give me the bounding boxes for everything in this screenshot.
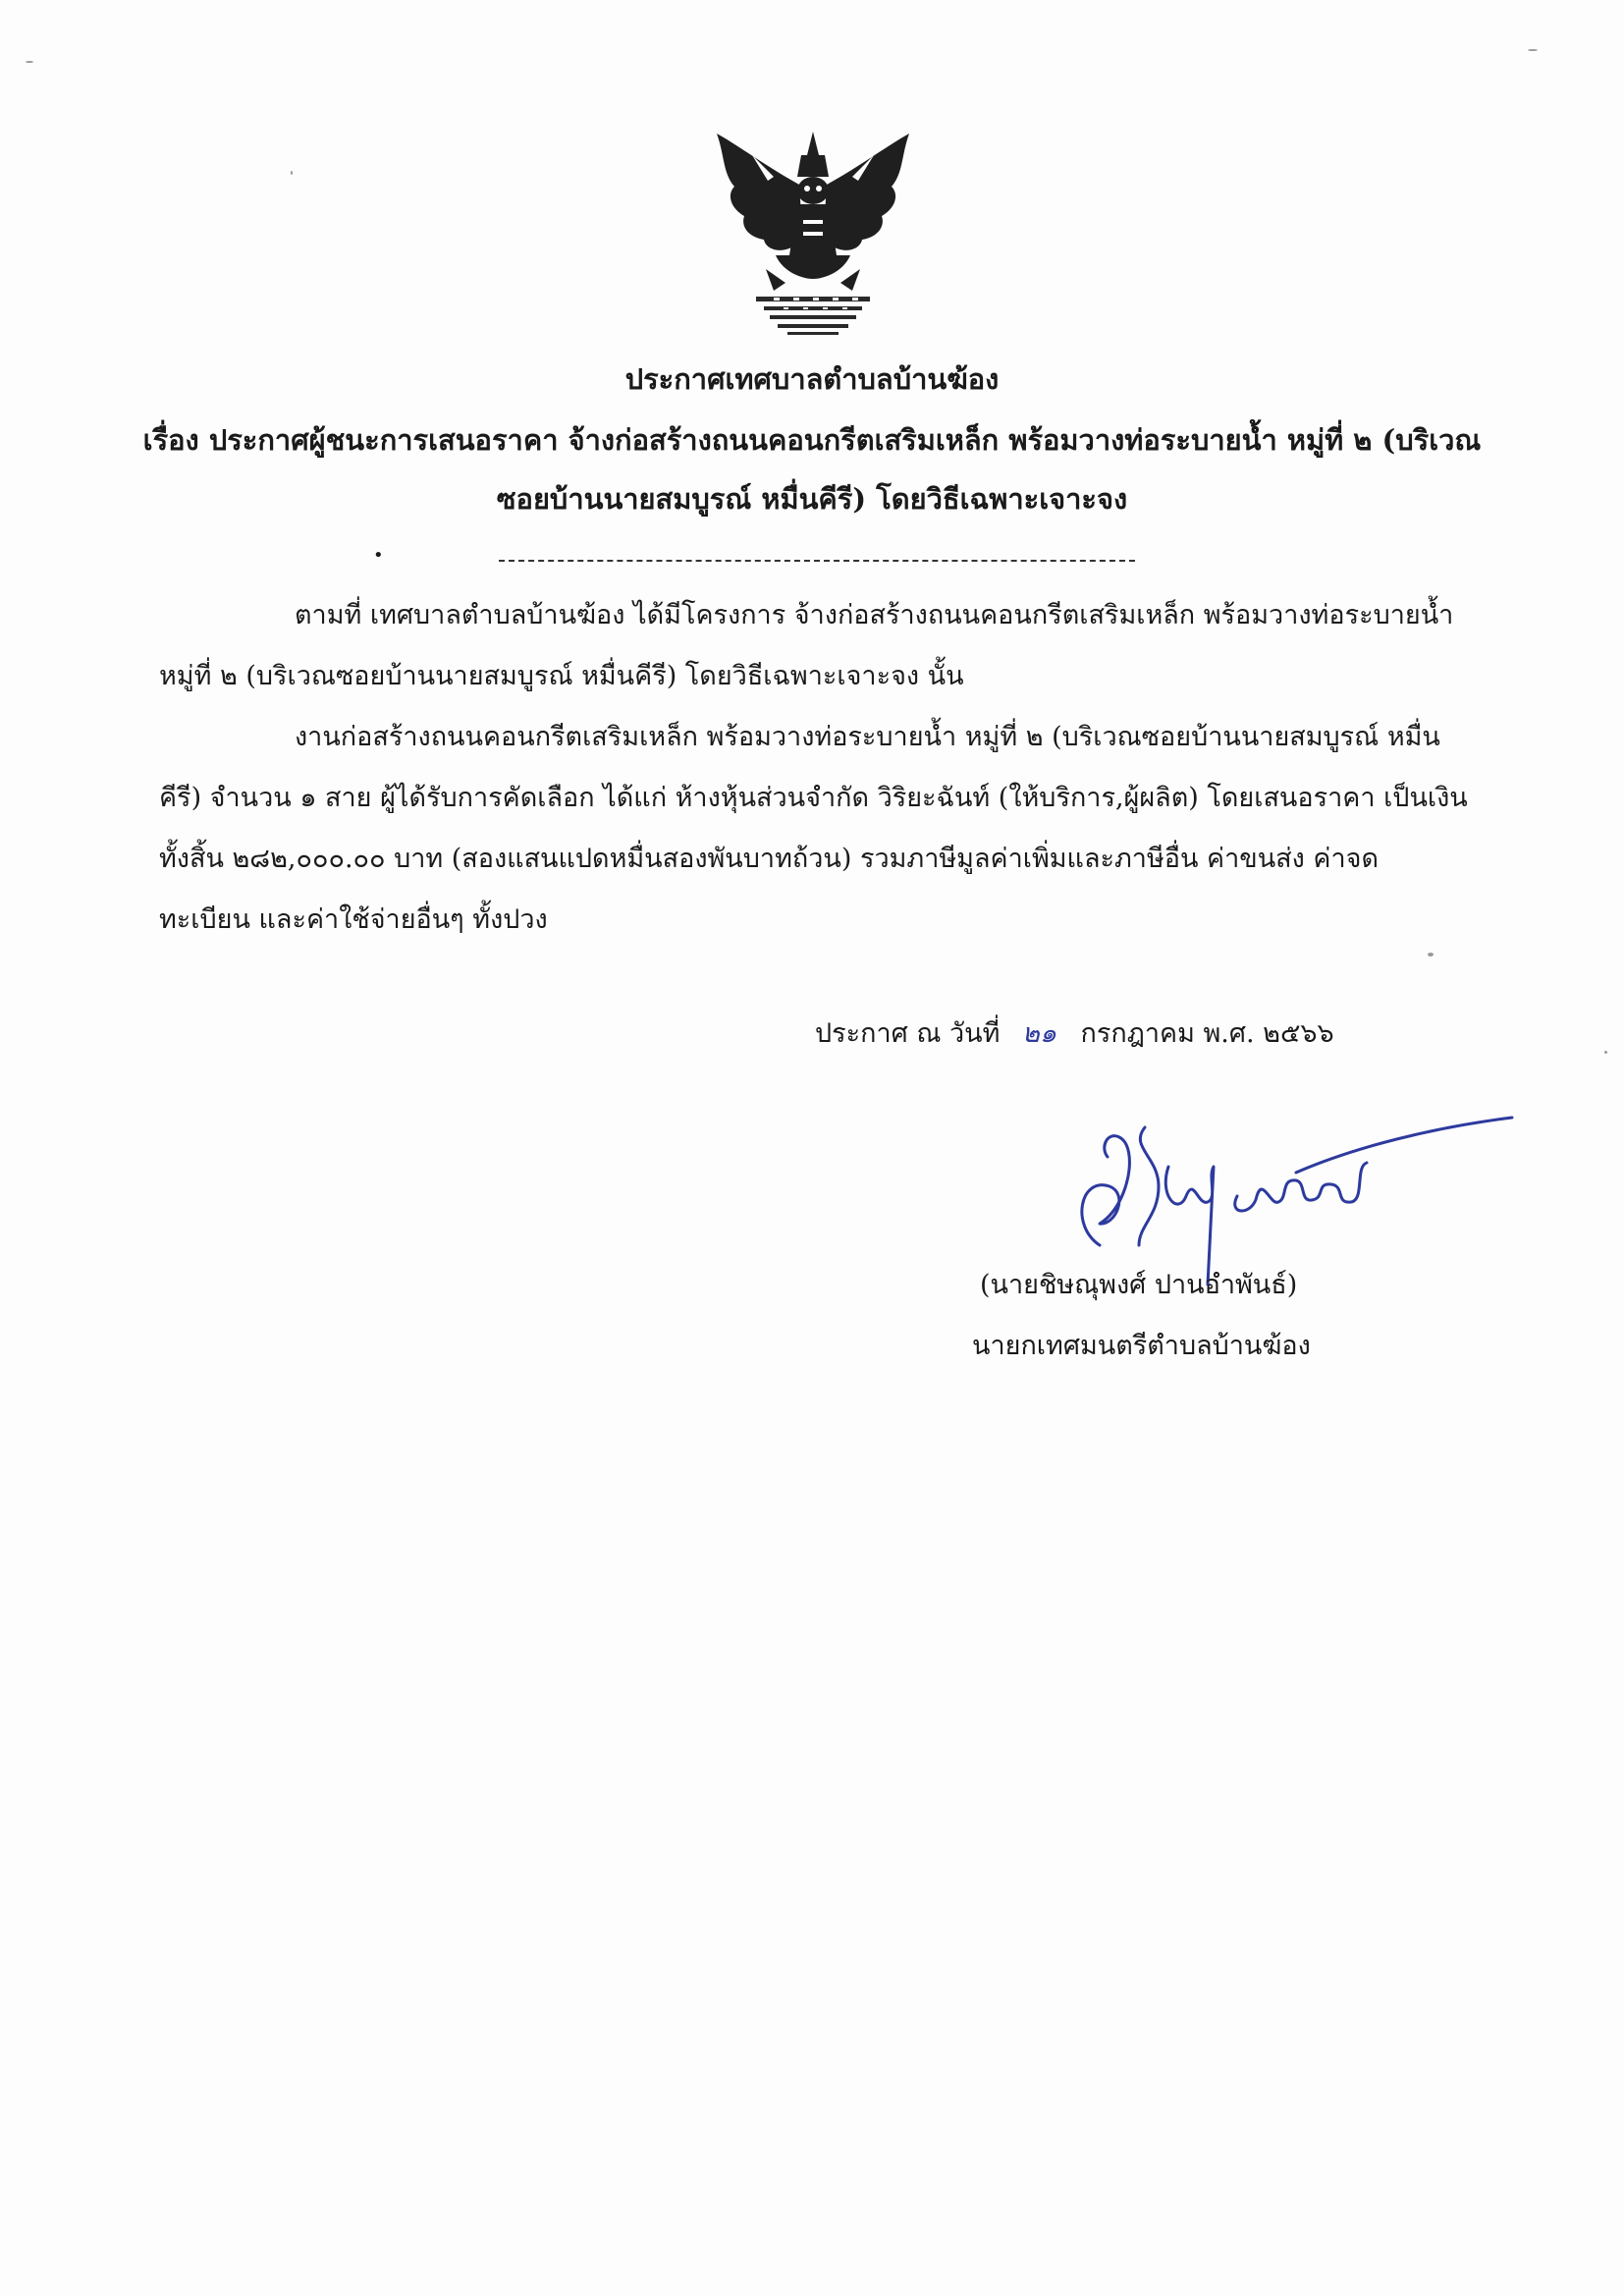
bullet-mark: • (373, 545, 384, 566)
scan-speck (1604, 1051, 1607, 1054)
paragraph-1-line-1: ตามที่ เทศบาลตำบลบ้านฆ้อง ได้มีโครงการ จ้างก่อสร้างถนนคอนกรีตเสริมเหล็ก พร้อมวางท่อระบายน้ำ (295, 600, 1454, 630)
paragraph-2-line-3: ทั้งสิ้น ๒๘๒,๐๐๐.๐๐ บาท (สองแสนแปดหมื่นสองพันบาทถ้วน) รวมภาษีมูลค่าเพิ่มและภาษีอื่น ค่าขนส่ง ค่าจด (159, 844, 1379, 874)
scan-speck (291, 171, 293, 175)
signatory-name: (นายชิษณุพงศ์ ปานอำพันธ์) (980, 1270, 1298, 1300)
scan-speck (1528, 49, 1538, 51)
subject-line-1: เรื่อง ประกาศผู้ชนะการเสนอราคา จ้างก่อสร้างถนนคอนกรีตเสริมเหล็ก พร้อมวางท่อระบายน้ำ หมู่ที่ ๒ (บริเวณ (142, 423, 1482, 457)
announce-day: ๒๑ (1022, 1018, 1056, 1049)
paragraph-2-line-2: คีรี) จำนวน ๑ สาย ผู้ได้รับการคัดเลือก ได้แก่ ห้างหุ้นส่วนจำกัด วิริยะฉันท์ (ให้บริการ,ผู้ผลิต) โดยเสนอราคา เป็นเงิน (159, 783, 1468, 813)
announce-prefix: ประกาศ ณ วันที่ (815, 1018, 1001, 1049)
garuda-emblem-icon (705, 126, 921, 340)
paragraph-1-line-2: หมู่ที่ ๒ (บริเวณซอยบ้านนายสมบูรณ์ หมื่นคีรี) โดยวิธีเฉพาะเจาะจง นั้น (159, 661, 964, 691)
scan-speck (1428, 953, 1434, 957)
announce-date (815, 1015, 1334, 1053)
paragraph-2-line-4: ทะเบียน และค่าใช้จ่ายอื่นๆ ทั้งปวง (159, 904, 548, 935)
subject-line-2: ซอยบ้านนายสมบูรณ์ หมื่นคีรี) โดยวิธีเฉพาะเจาะจง (496, 482, 1128, 516)
announcement-title: ประกาศเทศบาลตำบลบ้านฆ้อง (624, 362, 1000, 396)
scan-speck (26, 61, 33, 63)
signatory-position: นายกเทศมนตรีตำบลบ้านฆ้อง (972, 1331, 1311, 1361)
paragraph-2-line-1: งานก่อสร้างถนนคอนกรีตเสริมเหล็ก พร้อมวางท่อระบายน้ำ หมู่ที่ ๒ (บริเวณซอยบ้านนายสมบูรณ์ หมื่น (295, 722, 1440, 752)
announce-month-year: กรกฎาคม พ.ศ. ๒๕๖๖ (1080, 1018, 1334, 1049)
separator-line (499, 560, 1135, 562)
